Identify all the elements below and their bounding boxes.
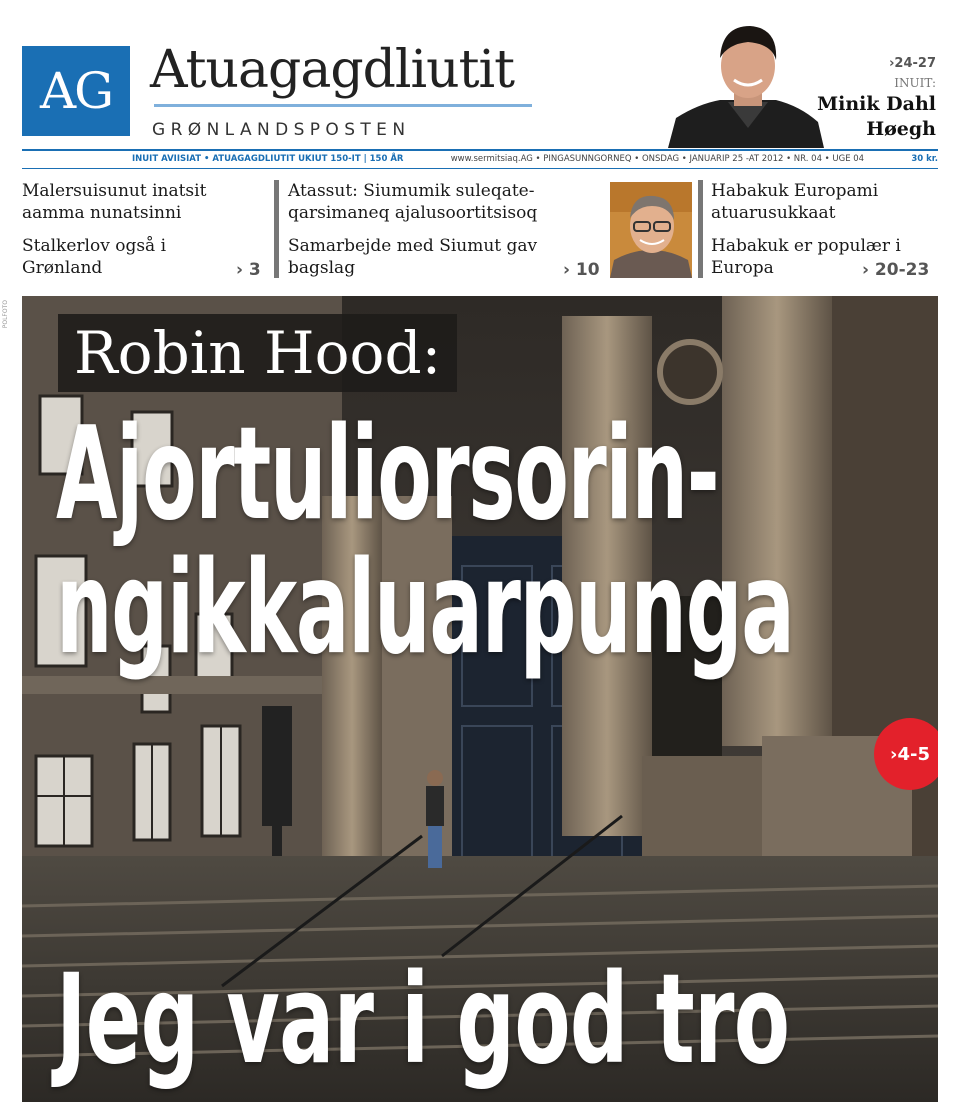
column-separator xyxy=(274,180,279,278)
teaser-name[interactable]: Minik Dahl Høegh xyxy=(817,93,936,140)
photo-credit: POLFOTO xyxy=(2,300,9,329)
newspaper-title: Atuagagdliutit xyxy=(150,40,515,100)
teaser-1-headline-kl[interactable]: Malersuisunut inatsit aamma nunatsinni xyxy=(22,181,207,223)
main-headline-line-1[interactable]: Ajortuliorsorin- xyxy=(56,400,719,549)
teaser-page-ref[interactable]: ›24-27 xyxy=(889,56,936,71)
main-photo[interactable] xyxy=(22,296,938,1102)
teaser-1-headline-da[interactable]: Stalkerlov også i Grønland xyxy=(22,236,167,278)
title-underline xyxy=(154,104,532,107)
teaser-2-headline-da[interactable]: Samarbejde med Siumut gav bagslag xyxy=(288,236,538,278)
teaser-1-page-ref[interactable]: › 3 xyxy=(236,260,261,280)
teaser-3-headline-kl[interactable]: Habakuk Europami atuarusukkaat xyxy=(711,181,879,223)
teaser-2-page-ref[interactable]: › 10 xyxy=(563,260,600,280)
newspaper-subtitle: GRØNLANDSPOSTEN xyxy=(152,120,411,140)
info-rule-bottom xyxy=(22,168,938,169)
politician-photo[interactable] xyxy=(610,182,692,278)
info-bar-price: 30 kr. xyxy=(911,154,938,164)
info-rule-top xyxy=(22,149,938,151)
headline-kicker-box xyxy=(58,314,457,392)
headline-kicker: Robin Hood: xyxy=(74,319,442,387)
teaser-3-headline-da[interactable]: Habakuk er populær i Europa xyxy=(711,236,901,278)
teaser-3-page-ref[interactable]: › 20-23 xyxy=(862,260,930,280)
teaser-kicker: INUIT: xyxy=(894,76,936,90)
logo[interactable] xyxy=(22,46,130,136)
info-bar-left: INUIT AVIISIAT • ATUAGAGDLIUTIT UKIUT 150-IT | 150 ÅR xyxy=(132,154,404,164)
column-separator xyxy=(698,180,703,278)
info-bar xyxy=(132,152,938,166)
teaser-2-headline-kl[interactable]: Atassut: Siumumik suleqate-qarsimaneq ajalusoortitsisoq xyxy=(288,181,538,223)
main-headline-danish[interactable]: Jeg var i god tro xyxy=(56,948,790,1092)
logo-text: AG xyxy=(39,62,113,120)
page-ref-badge[interactable]: ›4-5 xyxy=(874,718,938,790)
main-headline-line-2[interactable]: ngikkaluarpunga xyxy=(56,534,794,683)
info-bar-date: www.sermitsiaq.AG • PINGASUNNGORNEQ • ONSDAG • JANUARIP 25 -AT 2012 • NR. 04 • UGE 04 xyxy=(450,154,865,164)
